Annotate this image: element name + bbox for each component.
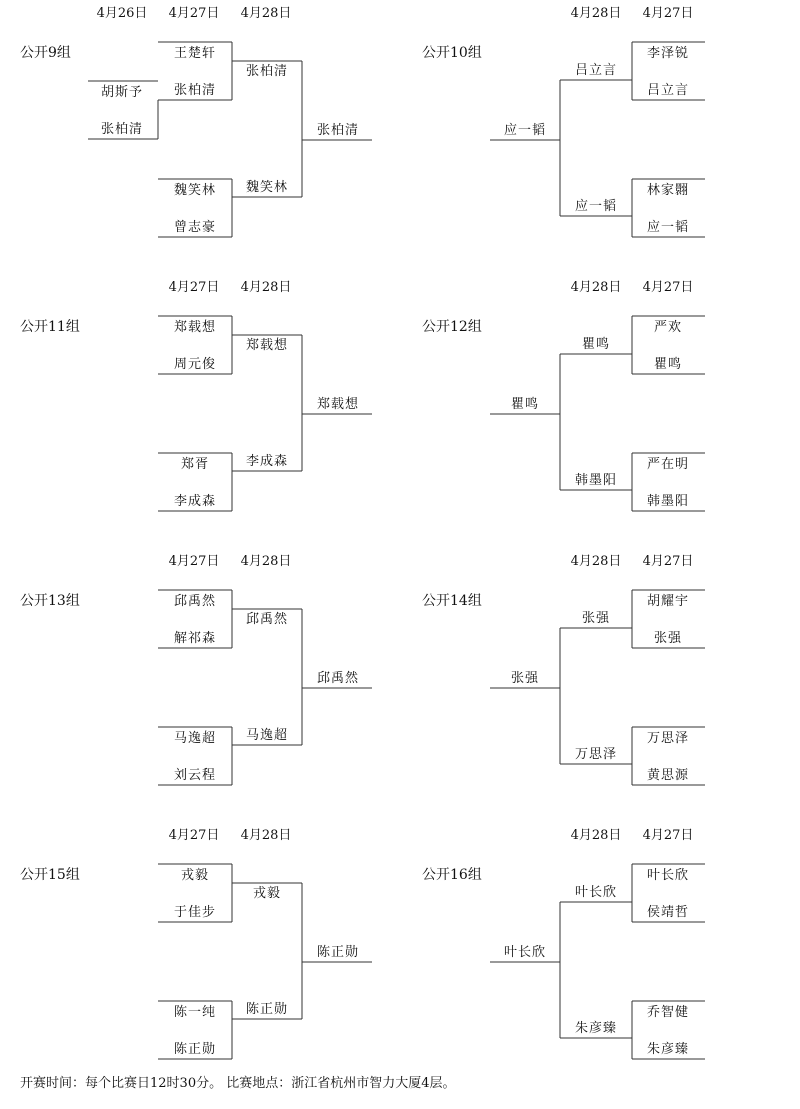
round-date: 4月28日 [240, 280, 292, 295]
round-date: 4月27日 [642, 828, 694, 843]
winner-name: 瞿鸣 [510, 397, 540, 412]
player-name: 张强 [581, 611, 611, 626]
winner-name: 张强 [510, 671, 540, 686]
winner-name: 应一韬 [503, 123, 547, 138]
group-title: 公开14组 [422, 593, 482, 609]
player-name: 林家翾 [646, 183, 690, 198]
player-name: 刘云程 [173, 768, 217, 783]
player-name: 乔智健 [646, 1005, 690, 1020]
player-name: 应一韬 [574, 199, 618, 214]
player-name: 严在明 [646, 457, 690, 472]
player-name: 胡斯予 [100, 85, 144, 100]
player-name: 应一韬 [646, 220, 690, 235]
player-name: 瞿鸣 [653, 357, 683, 372]
round-date: 4月28日 [240, 6, 292, 21]
player-name: 韩墨阳 [646, 494, 690, 509]
player-name: 戎毅 [180, 868, 210, 883]
player-name: 叶长欣 [646, 868, 690, 883]
player-name: 朱彦臻 [574, 1021, 618, 1036]
player-name: 马逸超 [245, 728, 289, 743]
player-name: 马逸超 [173, 731, 217, 746]
player-name: 叶长欣 [574, 885, 618, 900]
group-title: 公开13组 [20, 593, 80, 609]
winner-name: 郑载想 [316, 397, 360, 412]
player-name: 瞿鸣 [581, 337, 611, 352]
winner-name: 陈正勋 [316, 945, 360, 960]
round-date: 4月27日 [642, 6, 694, 21]
player-name: 朱彦臻 [646, 1042, 690, 1057]
group-title: 公开15组 [20, 867, 80, 883]
player-name: 魏笑林 [173, 183, 217, 198]
player-name: 戎毅 [252, 886, 282, 901]
player-name: 李泽锐 [646, 46, 690, 61]
round-date: 4月28日 [240, 554, 292, 569]
round-date: 4月27日 [642, 554, 694, 569]
player-name: 张柏清 [173, 83, 217, 98]
player-name: 胡耀宇 [646, 594, 690, 609]
player-name: 韩墨阳 [574, 473, 618, 488]
player-name: 万思泽 [646, 731, 690, 746]
player-name: 邱禹然 [173, 594, 217, 609]
round-date: 4月28日 [570, 6, 622, 21]
player-name: 于佳步 [173, 905, 217, 920]
round-date: 4月28日 [240, 828, 292, 843]
round-date: 4月28日 [570, 828, 622, 843]
round-date: 4月27日 [642, 280, 694, 295]
player-name: 张强 [653, 631, 683, 646]
player-name: 邱禹然 [245, 612, 289, 627]
group-title: 公开9组 [20, 45, 71, 61]
round-date: 4月27日 [168, 6, 220, 21]
footer-note: 开赛时间：每个比赛日12时30分。 比赛地点：浙江省杭州市智力大厦4层。 [20, 1076, 456, 1091]
player-name: 李成森 [245, 454, 289, 469]
group-title: 公开10组 [422, 45, 482, 61]
player-name: 吕立言 [646, 83, 690, 98]
winner-name: 叶长欣 [503, 945, 547, 960]
player-name: 周元俊 [173, 357, 217, 372]
player-name: 张柏清 [100, 122, 144, 137]
player-name: 张柏清 [245, 64, 289, 79]
player-name: 陈正勋 [173, 1042, 217, 1057]
player-name: 吕立言 [574, 63, 618, 78]
round-date: 4月27日 [168, 828, 220, 843]
player-name: 王楚轩 [173, 46, 217, 61]
player-name: 郑载想 [245, 338, 289, 353]
player-name: 陈一纯 [173, 1005, 217, 1020]
player-name: 黄思源 [646, 768, 690, 783]
player-name: 郑胥 [180, 457, 210, 472]
player-name: 严欢 [653, 320, 683, 335]
round-date: 4月27日 [168, 554, 220, 569]
player-name: 解祁森 [173, 631, 217, 646]
player-name: 魏笑林 [245, 180, 289, 195]
player-name: 郑载想 [173, 320, 217, 335]
winner-name: 张柏清 [316, 123, 360, 138]
round-date: 4月26日 [96, 6, 148, 21]
winner-name: 邱禹然 [316, 671, 360, 686]
group-title: 公开12组 [422, 319, 482, 335]
round-date: 4月27日 [168, 280, 220, 295]
round-date: 4月28日 [570, 280, 622, 295]
group-title: 公开16组 [422, 867, 482, 883]
round-date: 4月28日 [570, 554, 622, 569]
player-name: 陈正勋 [245, 1002, 289, 1017]
group-title: 公开11组 [20, 319, 80, 335]
player-name: 曾志豪 [173, 220, 217, 235]
player-name: 万思泽 [574, 747, 618, 762]
player-name: 侯靖哲 [646, 905, 690, 920]
player-name: 李成森 [173, 494, 217, 509]
